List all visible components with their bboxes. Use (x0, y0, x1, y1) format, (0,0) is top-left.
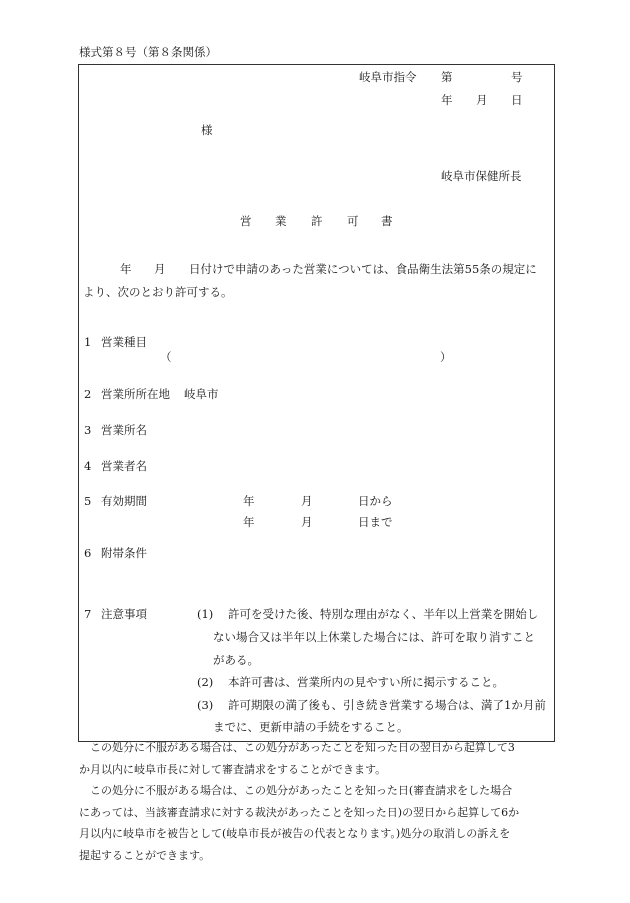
appeal-line: この処分に不服がある場合は、この処分があったことを知った日の翌日から起算して3 (90, 741, 515, 754)
issue-year-label: 年 (441, 93, 453, 107)
note-number: (3) (197, 698, 214, 712)
period-end-suffix: 日まで (358, 515, 393, 529)
note-text: がある。 (213, 653, 259, 667)
note-text: 許可を受けた後、特別な理由がなく、半年以上営業を開始し (228, 607, 539, 621)
period-end-year-label: 年 (243, 515, 255, 529)
period-end-month-label: 月 (301, 515, 313, 529)
addressee-suffix: 様 (201, 123, 213, 137)
note-text: 本許可書は、営業所内の見やすい所に掲示すること。 (228, 675, 504, 689)
appeal-paragraph (79, 780, 551, 802)
document-no-prefix: 第 (441, 70, 453, 84)
item-number: 4 (84, 459, 92, 473)
operator-name-label: 営業者名 (101, 459, 147, 473)
appeal-notice (79, 737, 551, 866)
note-number: (2) (197, 675, 214, 689)
permit-statement-line: 日付けで申請のあった営業については、食品衛生法第55条の規定に (189, 262, 537, 276)
business-type-open-paren: （ (160, 350, 172, 364)
item-number: 3 (84, 423, 92, 437)
appeal-line: か月以内に岐阜市長に対して審査請求をすることができます。 (79, 762, 387, 776)
issue-month-label: 月 (476, 93, 488, 107)
note-text: ない場合又は半年以上休業した場合には、許可を取り消すこと (213, 630, 535, 644)
item-number: 1 (84, 335, 92, 349)
application-month-label: 月 (154, 262, 166, 276)
note-text: までに、更新申請の手続をすること。 (213, 720, 409, 734)
business-type-label: 営業種目 (101, 335, 147, 349)
title-char: 営 (240, 214, 252, 228)
conditions-label: 附帯条件 (101, 546, 147, 560)
item-number: 2 (84, 387, 92, 401)
document-no-suffix: 号 (511, 70, 523, 84)
title-char: 可 (347, 214, 359, 228)
item-number: 5 (84, 494, 92, 508)
item-number: 6 (84, 546, 92, 560)
validity-period-label: 有効期間 (101, 494, 147, 508)
application-year-label: 年 (120, 262, 132, 276)
period-start-year-label: 年 (243, 494, 255, 508)
issuing-authority: 岐阜市保健所長 (441, 169, 522, 183)
permit-statement-line: より、次のとおり許可する。 (83, 285, 233, 299)
business-location-value: 岐阜市 (184, 387, 219, 401)
period-start-suffix: 日から (358, 494, 393, 508)
item-number: 7 (84, 607, 92, 621)
appeal-line: この処分に不服がある場合は、この処分があったことを知った日(審査請求をした場合 (90, 784, 513, 797)
issue-day-label: 日 (511, 93, 523, 107)
appeal-paragraph (79, 737, 551, 759)
appeal-line: 月以内に岐阜市を被告として(岐阜市長が被告の代表となります。)処分の取消しの訴えを (79, 827, 511, 840)
note-number: (1) (197, 607, 214, 621)
appeal-line: 提起することができます。 (79, 848, 211, 862)
document-title (240, 216, 393, 228)
period-start-month-label: 月 (301, 494, 313, 508)
notes-label: 注意事項 (101, 607, 147, 621)
business-name-label: 営業所名 (101, 423, 147, 437)
issuer-prefix: 岐阜市指令 (359, 70, 417, 84)
business-type-close-paren: ） (440, 350, 452, 364)
form-label: 様式第８号（第８条関係） (79, 45, 217, 59)
title-char: 許 (311, 214, 323, 228)
appeal-line: にあっては、当該審査請求に対する裁決があったことを知った日)の翌日から起算して6か (79, 805, 520, 819)
note-text: 許可期限の満了後も、引き続き営業する場合は、満了1か月前 (228, 698, 546, 712)
business-location-label: 営業所所在地 (101, 387, 170, 401)
title-char: 書 (381, 214, 393, 228)
title-char: 業 (275, 214, 287, 228)
